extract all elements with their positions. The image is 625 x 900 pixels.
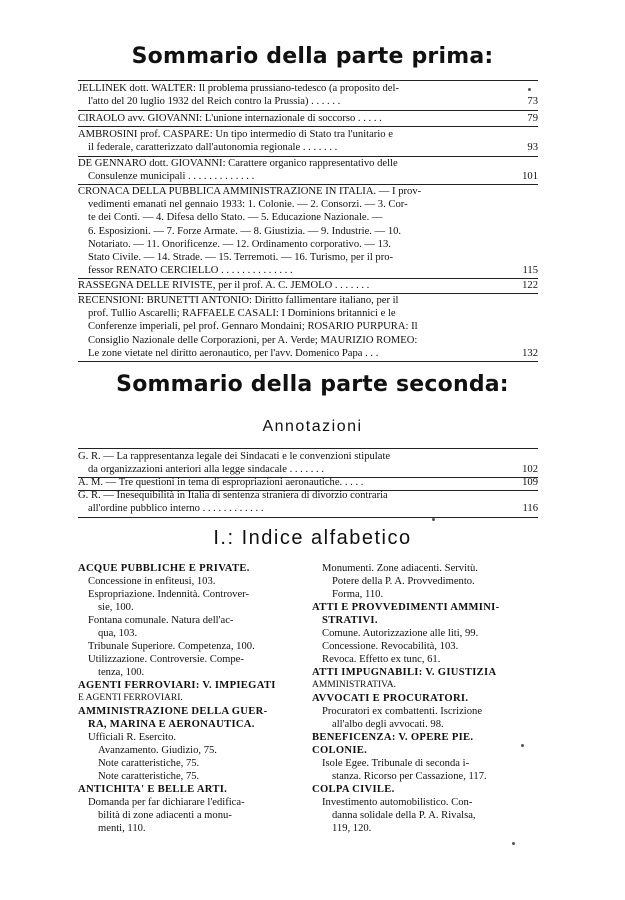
index-subentry: qua, 103. [98,628,138,639]
toc-entry-line: AMBROSINI prof. CASPARE: Un tipo intermedio di Stato tra l'unitario e [78,129,393,140]
toc-entry-line: G. R. — Inesequibilità in Italia di sentenza straniera di divorzio contraria [78,490,388,501]
index-subentry: all'albo degli avvocati. 98. [332,719,444,730]
index-subentry: Potere della P. A. Provvedimento. [332,576,475,587]
toc-entry-jellinek [78,82,502,108]
toc-entry-ciraolo [78,112,502,125]
toc-entry-line: 6. Esposizioni. — 7. Forze Armate. — 8. Giustizia. — 9. Industrie. — 10. [88,225,402,237]
section-divider [78,361,538,362]
toc-page-number: 102 [522,464,538,475]
toc-entry-line: DE GENNARO dott. GIOVANNI: Carattere organico rappresentativo delle [78,158,398,169]
section-title-parte-prima: Sommario della parte prima: [131,44,494,69]
toc-entry-line: prof. Tullio Ascarelli; RAFFAELE CASALI: I Dominions britannici e le [88,308,396,320]
section-title-parte-seconda: Sommario della parte seconda: [116,372,509,397]
toc-entry-line: da organizzazioni anteriori alla legge sindacale . . . . . . . [88,464,325,476]
entry-divider [78,126,538,127]
index-subentry: Domanda per far dichiarare l'edifica- [88,797,245,808]
annotation-entry-2 [78,476,502,489]
toc-page-number: 115 [522,265,538,276]
index-subentry: Procuratori ex combattenti. Iscrizione [322,706,483,717]
toc-entry-ambrosini [78,128,502,154]
toc-entry-line: A. M. — Tre questioni in tema di espropriazioni aeronautiche. . . . . [78,477,364,488]
toc-entry-line: RECENSIONI: BRUNETTI ANTONIO: Diritto fallimentare italiano, per il [78,295,399,306]
entry-divider [78,110,538,111]
toc-entry-line: JELLINEK dott. WALTER: Il problema prussiano-tedesco (a proposito del- [78,83,399,94]
index-subentry: sie, 100. [98,602,134,613]
index-column-left [78,562,306,835]
index-subentry: Utilizzazione. Controversie. Compe- [88,654,244,665]
index-heading: ACQUE PUBBLICHE E PRIVATE. [78,563,250,574]
scan-speck [521,744,524,747]
index-crossref: AMMINISTRATIVA. [312,680,397,690]
toc-entry-line: Stato Civile. — 14. Strade. — 15. Terremoti. — 16. Turismo, per il pro- [88,251,394,263]
subsection-title-annotazioni: Annotazioni [262,418,363,435]
toc-page-number: 101 [522,171,538,182]
index-heading: COLPA CIVILE. [312,784,395,795]
index-subentry: 119, 120. [332,823,372,834]
toc-entry-line: Consiglio Nazionale delle Corporazioni, per A. Verde; MAURIZIO ROMEO: [88,334,418,346]
index-heading: ATTI IMPUGNABILI: V. GIUSTIZIA [312,667,497,678]
index-subentry: Forma, 110. [332,589,384,600]
index-crossref: E AGENTI FERROVIARI. [78,693,183,703]
toc-entry-line: all'ordine pubblico interno . . . . . . . . . . . . [88,503,264,515]
toc-entry-line: CIRAOLO avv. GIOVANNI: L'unione internazionale di soccorso . . . . . [78,113,382,124]
scan-speck [512,842,515,845]
toc-page-number: 122 [522,280,538,291]
toc-page-number: 132 [522,348,538,359]
toc-entry-line: il federale, caratterizzato dall'autonomia regionale . . . . . . . [88,142,338,154]
index-subentry: danna solidale della P. A. Rivalsa, [332,810,476,821]
annotation-entry-1 [78,450,502,476]
annotation-entry-3 [78,489,502,515]
scan-speck [528,88,531,91]
index-subentry: Tribunale Superiore. Competenza, 100. [88,641,255,652]
toc-entry-cronaca [78,185,502,277]
toc-entry-line: te dei Conti. — 4. Difesa dello Stato. — 5. Educazione Nazionale. — [88,212,383,224]
toc-entry-line: Conferenze imperiali, pel prof. Gennaro Mondaini; ROSARIO PURPURA: Il [88,321,418,333]
index-heading: COLONIE. [312,745,368,756]
toc-entry-line: fessor RENATO CERCIELLO . . . . . . . . . . . . . . [88,265,293,277]
index-subentry: tenza, 100. [98,667,145,678]
index-subentry: bilità di zone adiacenti a monu- [98,810,232,821]
index-subentry: Ufficiali R. Esercito. [88,732,177,743]
index-subentry: Fontana comunale. Natura dell'ac- [88,615,234,626]
index-heading: ATTI E PROVVEDIMENTI AMMINI- [312,602,500,613]
toc-entry-de-gennaro [78,157,502,183]
index-heading: RA, MARINA E AERONAUTICA. [88,719,255,730]
toc-entry-line: G. R. — La rappresentanza legale dei Sindacati e le convenzioni stipulate [78,451,391,462]
index-heading: AGENTI FERROVIARI: V. IMPIEGATI [78,680,276,691]
index-subentry: Note caratteristiche, 75. [98,758,200,769]
toc-entry-line: RASSEGNA DELLE RIVISTE, per il prof. A. C. JEMOLO . . . . . . . [78,280,370,291]
toc-entry-rassegna [78,279,502,292]
toc-page-number: 109 [522,477,538,488]
index-title: I.: Indice alfabetico [213,527,412,549]
index-subentry: Investimento automobilistico. Con- [322,797,473,808]
index-heading: AMMINISTRAZIONE DELLA GUER- [78,706,268,717]
index-subentry: Note caratteristiche, 75. [98,771,200,782]
section-divider [78,517,538,518]
index-subentry: Monumenti. Zone adiacenti. Servitù. [322,563,478,574]
toc-entry-line: vedimenti emanati nel gennaio 1933: 1. Colonie. — 2. Consorzi. — 3. Cor- [88,199,408,211]
toc-page-number: 73 [527,96,538,107]
toc-entry-line: Le zone vietate nel diritto aeronautico, per l'avv. Domenico Papa . . . [88,347,379,359]
index-heading: ANTICHITA' E BELLE ARTI. [78,784,228,795]
toc-page-number: 93 [527,142,538,153]
index-subentry: Avanzamento. Giudizio, 75. [98,745,217,756]
index-subentry: Revoca. Effetto ex tunc, 61. [322,654,441,665]
toc-page-number: 116 [522,503,538,514]
section-divider [78,80,538,81]
index-subentry: Isole Egee. Tribunale di seconda i- [322,758,470,769]
toc-entry-recensioni [78,294,502,360]
index-subentry: stanza. Ricorso per Cassazione, 117. [332,771,487,782]
scan-speck [432,518,435,521]
toc-entry-line: CRONACA DELLA PUBBLICA AMMINISTRAZIONE IN ITALIA. — I prov- [78,186,422,197]
index-subentry: Concessione. Revocabilità, 103. [322,641,459,652]
index-subentry: Comune. Autorizzazione alle liti, 99. [322,628,479,639]
toc-entry-line: Consulenze municipali . . . . . . . . . . . . . [88,171,255,183]
index-subentry: menti, 110. [98,823,146,834]
section-divider [78,448,538,449]
index-heading: AVVOCATI E PROCURATORI. [312,693,469,704]
toc-page-number: 79 [527,113,538,124]
toc-entry-line: Notariato. — 11. Onorificenze. — 12. Ordinamento corporativo. — 13. [88,238,391,250]
index-heading: STRATIVI. [322,615,378,626]
index-subentry: Espropriazione. Indennità. Controver- [88,589,249,600]
index-heading: BENEFICENZA: V. OPERE PIE. [312,732,474,743]
index-column-right [312,562,538,835]
index-subentry: Concessione in enfiteusi, 103. [88,576,216,587]
toc-entry-line: l'atto del 20 luglio 1932 del Reich contro la Prussia) . . . . . . [88,96,341,108]
